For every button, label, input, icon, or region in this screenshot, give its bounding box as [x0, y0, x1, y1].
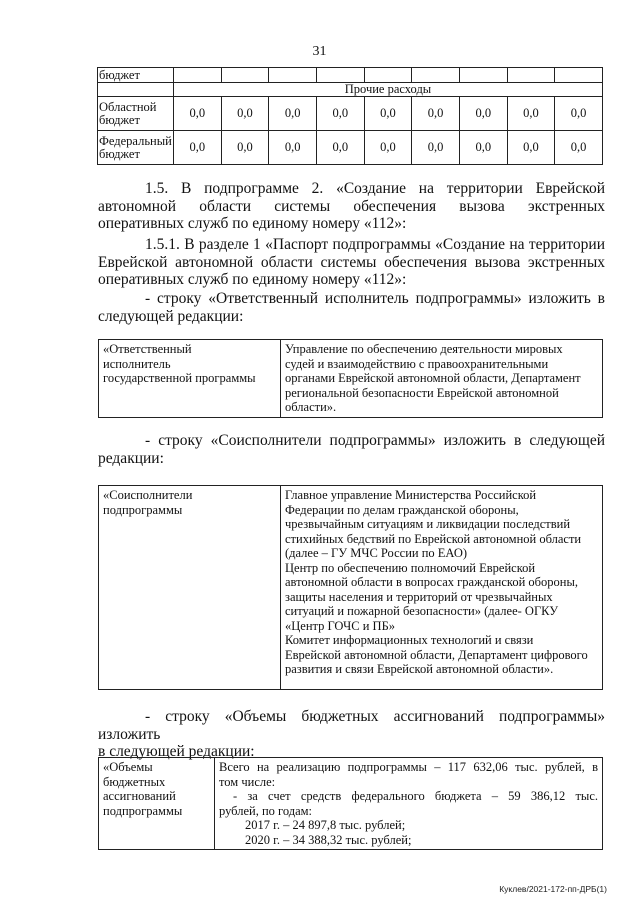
text-line: в следующей редакции:: [98, 743, 255, 760]
cell-value: 0,0: [364, 97, 412, 131]
page-number: 31: [312, 44, 327, 59]
table-row: [98, 97, 603, 131]
table-row: [98, 131, 603, 165]
cell-value: 0,0: [507, 97, 555, 131]
table-cell-value: Управление по обеспечению деятельности мировых судей и взаимодействию с правоохранительными органами Еврейской автономной области, Департамент региональной безопасности Еврейской автономной области».: [281, 340, 603, 418]
row-label: Федеральный бюджет: [98, 131, 174, 165]
table-row: [98, 68, 603, 83]
table-cell-value: Главное управление Министерства Российской Федерации по делам гражданской обороны, чрезвычайным ситуациям и ликвидации последствий стихийных бедствий по Еврейской автономной области (далее – ГУ МЧС России по ЕАО) Центр по обеспечению полномочий Еврейской автономной области в вопросах гражданской обороны, защиты населения и территорий от чрезвычайных ситуаций и пожарной безопасности» (далее- ОГКУ «Центр ГОЧС и ПБ» Комитет информационных технологий и связи Еврейской автономной области, Департамент цифрового развития и связи Еврейской автономной области».: [281, 486, 603, 690]
cell-value: 0,0: [269, 97, 317, 131]
responsible-table: [98, 339, 603, 418]
cell-value: 0,0: [364, 131, 412, 165]
cell-value: 0,0: [269, 131, 317, 165]
text-line: 1.5. В подпрограмме 2. «Создание на территории Еврейской: [145, 180, 605, 197]
table-cell-label: «Соисполнители подпрограммы: [99, 486, 281, 690]
text-line: редакции:: [98, 449, 164, 467]
cell-value: 0,0: [221, 97, 269, 131]
text-line: - строку «Ответственный исполнитель подпрограммы» изложить в: [145, 290, 605, 307]
table-cell-label: «Ответственный исполнитель государственной программы: [99, 340, 281, 418]
paragraph-1-5-1: [98, 236, 605, 289]
text-line: - строку «Соисполнители подпрограммы» изложить в следующей: [145, 432, 605, 449]
text-line: Еврейской автономной области системы обеспечения вызова экстренных: [98, 253, 605, 271]
cell-value: 0,0: [412, 131, 460, 165]
paragraph-budget-volumes: [98, 708, 605, 761]
table-row: [98, 83, 603, 97]
row-label: бюджет: [98, 68, 174, 83]
text-line: 1.5.1. В разделе 1 «Паспорт подпрограммы «Создание на территории: [145, 236, 605, 253]
cell-value: 0,0: [555, 97, 603, 131]
budget-table: [97, 67, 603, 165]
cell-value: 0,0: [507, 131, 555, 165]
cell-value: 0,0: [459, 131, 507, 165]
text-line: - строку «Объемы бюджетных ассигнований подпрограммы» изложить: [98, 708, 605, 743]
table-cell-value: Всего на реализацию подпрограммы – 117 632,06 тыс. рублей, в том числе: - за счет средств федерального бюджета – 59 386,12 тыс. рублей, по годам: 2017 г. – 24 897,8 тыс. рублей; 2020 г. – 34 388,32 тыс. рублей;: [215, 758, 603, 850]
text-line: оперативных служб по единому номеру «112»:: [98, 271, 407, 288]
table-row: [99, 486, 603, 690]
paragraph-1-5: [98, 180, 605, 233]
paragraph-co-executors: [98, 432, 605, 467]
co-executors-table: [98, 485, 603, 690]
paragraph-responsible: [98, 290, 605, 325]
document-code: Куклев/2021-172-пп-ДРБ(1): [499, 884, 607, 894]
table-row: [99, 340, 603, 418]
text-line: автономной области системы обеспечения вызова экстренных: [98, 197, 605, 215]
text-line: оперативных служб по единому номеру «112»:: [98, 215, 407, 232]
cell-value: 0,0: [316, 131, 364, 165]
section-title: Прочие расходы: [173, 83, 602, 97]
text-line: следующей редакции:: [98, 307, 244, 325]
cell-value: 0,0: [412, 97, 460, 131]
cell-value: 0,0: [173, 131, 221, 165]
cell-value: 0,0: [459, 97, 507, 131]
table-cell-label: «Объемы бюджетных ассигнований подпрограммы: [99, 758, 215, 850]
cell-value: 0,0: [173, 97, 221, 131]
table-row: [99, 758, 603, 850]
cell-value: 0,0: [555, 131, 603, 165]
budget-volumes-table: [98, 757, 603, 850]
cell-value: 0,0: [221, 131, 269, 165]
cell-value: 0,0: [316, 97, 364, 131]
row-label: Областной бюджет: [98, 97, 174, 131]
